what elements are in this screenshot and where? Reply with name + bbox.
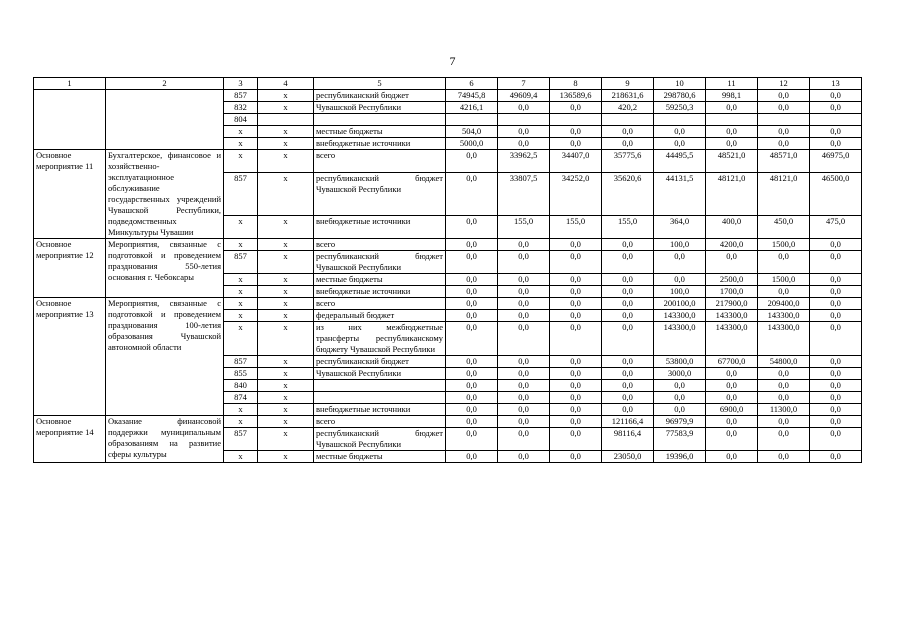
budget-code: 857 bbox=[224, 90, 258, 102]
amount-cell: 0,0 bbox=[810, 380, 862, 392]
amount-cell: 0,0 bbox=[810, 310, 862, 322]
amount-cell: 0,0 bbox=[446, 428, 498, 451]
amount-cell: 0,0 bbox=[446, 392, 498, 404]
budget-table bbox=[33, 77, 862, 463]
budget-code: x bbox=[224, 126, 258, 138]
amount-cell: 0,0 bbox=[550, 310, 602, 322]
budget-code: x bbox=[224, 216, 258, 239]
amount-cell bbox=[498, 114, 550, 126]
budget-code: 855 bbox=[224, 368, 258, 380]
amount-cell: 0,0 bbox=[758, 368, 810, 380]
budget-code: x bbox=[224, 310, 258, 322]
amount-cell: 0,0 bbox=[758, 251, 810, 274]
amount-cell: 298780,6 bbox=[654, 90, 706, 102]
code-x: x bbox=[258, 150, 314, 173]
amount-cell: 0,0 bbox=[706, 126, 758, 138]
amount-cell: 0,0 bbox=[498, 404, 550, 416]
measure-name: Основное мероприятие 14 bbox=[34, 416, 106, 463]
amount-cell: 0,0 bbox=[498, 102, 550, 114]
amount-cell: 0,0 bbox=[446, 172, 498, 216]
amount-cell: 74945,8 bbox=[446, 90, 498, 102]
amount-cell: 11300,0 bbox=[758, 404, 810, 416]
amount-cell: 0,0 bbox=[758, 286, 810, 298]
amount-cell: 0,0 bbox=[758, 90, 810, 102]
code-x: x bbox=[258, 90, 314, 102]
amount-cell: 33807,5 bbox=[498, 172, 550, 216]
funding-source: внебюджетные источники bbox=[314, 286, 446, 298]
measure-name: Основное мероприятие 11 bbox=[34, 150, 106, 239]
budget-code: 832 bbox=[224, 102, 258, 114]
amount-cell: 0,0 bbox=[550, 322, 602, 356]
amount-cell: 0,0 bbox=[498, 310, 550, 322]
amount-cell: 155,0 bbox=[550, 216, 602, 239]
funding-source: всего bbox=[314, 150, 446, 173]
amount-cell: 33962,5 bbox=[498, 150, 550, 173]
funding-source: внебюджетные источники bbox=[314, 216, 446, 239]
amount-cell: 0,0 bbox=[810, 274, 862, 286]
amount-cell: 48571,0 bbox=[758, 150, 810, 173]
funding-source bbox=[314, 380, 446, 392]
amount-cell: 48121,0 bbox=[758, 172, 810, 216]
amount-cell: 218631,6 bbox=[602, 90, 654, 102]
amount-cell: 0,0 bbox=[550, 404, 602, 416]
amount-cell: 0,0 bbox=[654, 251, 706, 274]
amount-cell: 46975,0 bbox=[810, 150, 862, 173]
column-header: 5 bbox=[314, 78, 446, 90]
amount-cell: 0,0 bbox=[602, 356, 654, 368]
amount-cell: 0,0 bbox=[758, 138, 810, 150]
funding-source bbox=[314, 114, 446, 126]
amount-cell: 0,0 bbox=[446, 274, 498, 286]
amount-cell: 0,0 bbox=[810, 392, 862, 404]
code-x: x bbox=[258, 251, 314, 274]
amount-cell: 0,0 bbox=[602, 126, 654, 138]
amount-cell: 0,0 bbox=[498, 380, 550, 392]
amount-cell: 364,0 bbox=[654, 216, 706, 239]
amount-cell: 504,0 bbox=[446, 126, 498, 138]
amount-cell: 0,0 bbox=[706, 368, 758, 380]
amount-cell: 0,0 bbox=[810, 356, 862, 368]
budget-code: 874 bbox=[224, 392, 258, 404]
amount-cell: 49609,4 bbox=[498, 90, 550, 102]
column-header: 2 bbox=[106, 78, 224, 90]
code-x: x bbox=[258, 239, 314, 251]
amount-cell: 0,0 bbox=[602, 380, 654, 392]
amount-cell: 0,0 bbox=[446, 380, 498, 392]
amount-cell: 0,0 bbox=[498, 251, 550, 274]
amount-cell: 44131,5 bbox=[654, 172, 706, 216]
amount-cell: 0,0 bbox=[706, 102, 758, 114]
amount-cell: 0,0 bbox=[810, 126, 862, 138]
code-x: x bbox=[258, 310, 314, 322]
amount-cell: 0,0 bbox=[550, 251, 602, 274]
code-x: x bbox=[258, 172, 314, 216]
code-x: x bbox=[258, 368, 314, 380]
funding-source: республиканский бюджет Чувашской Республики bbox=[314, 251, 446, 274]
amount-cell: 0,0 bbox=[446, 216, 498, 239]
amount-cell: 0,0 bbox=[550, 368, 602, 380]
amount-cell: 44495,5 bbox=[654, 150, 706, 173]
funding-source: Чувашской Республики bbox=[314, 368, 446, 380]
budget-code: x bbox=[224, 451, 258, 463]
budget-code: x bbox=[224, 416, 258, 428]
code-x: x bbox=[258, 298, 314, 310]
budget-code: 857 bbox=[224, 356, 258, 368]
amount-cell: 0,0 bbox=[498, 368, 550, 380]
amount-cell: 0,0 bbox=[810, 404, 862, 416]
amount-cell: 0,0 bbox=[602, 274, 654, 286]
amount-cell bbox=[446, 114, 498, 126]
table-header-row bbox=[34, 78, 862, 90]
amount-cell: 0,0 bbox=[810, 239, 862, 251]
amount-cell: 143300,0 bbox=[758, 322, 810, 356]
budget-code: 857 bbox=[224, 428, 258, 451]
amount-cell: 209400,0 bbox=[758, 298, 810, 310]
amount-cell: 143300,0 bbox=[758, 310, 810, 322]
amount-cell: 0,0 bbox=[602, 298, 654, 310]
amount-cell: 67700,0 bbox=[706, 356, 758, 368]
code-x: x bbox=[258, 428, 314, 451]
funding-source: местные бюджеты bbox=[314, 126, 446, 138]
amount-cell: 0,0 bbox=[498, 392, 550, 404]
amount-cell: 0,0 bbox=[550, 380, 602, 392]
amount-cell: 0,0 bbox=[654, 392, 706, 404]
amount-cell: 0,0 bbox=[602, 310, 654, 322]
amount-cell: 0,0 bbox=[706, 380, 758, 392]
amount-cell: 0,0 bbox=[758, 380, 810, 392]
code-x: x bbox=[258, 392, 314, 404]
amount-cell: 143300,0 bbox=[706, 310, 758, 322]
funding-source: внебюджетные источники bbox=[314, 404, 446, 416]
amount-cell: 0,0 bbox=[446, 322, 498, 356]
column-header: 13 bbox=[810, 78, 862, 90]
amount-cell: 0,0 bbox=[602, 251, 654, 274]
measure-description: Оказание финансовой поддержки муниципальным образованиям на развитие сферы культуры bbox=[106, 416, 224, 463]
measure-name: Основное мероприятие 12 bbox=[34, 239, 106, 298]
amount-cell bbox=[602, 114, 654, 126]
amount-cell: 143300,0 bbox=[706, 322, 758, 356]
measure-name bbox=[34, 90, 106, 150]
amount-cell: 0,0 bbox=[498, 286, 550, 298]
amount-cell: 0,0 bbox=[498, 451, 550, 463]
funding-source: из них межбюджетные трансферты республиканскому бюджету Чувашской Республики bbox=[314, 322, 446, 356]
amount-cell: 0,0 bbox=[706, 416, 758, 428]
funding-source: местные бюджеты bbox=[314, 451, 446, 463]
amount-cell: 0,0 bbox=[602, 138, 654, 150]
amount-cell: 100,0 bbox=[654, 239, 706, 251]
amount-cell bbox=[810, 114, 862, 126]
measure-description: Мероприятия, связанные с подготовкой и проведением празднования 100-летия образования Чувашской автономной области bbox=[106, 298, 224, 416]
budget-code: 840 bbox=[224, 380, 258, 392]
amount-cell: 0,0 bbox=[706, 251, 758, 274]
amount-cell: 0,0 bbox=[446, 298, 498, 310]
amount-cell: 0,0 bbox=[550, 274, 602, 286]
budget-code: x bbox=[224, 404, 258, 416]
funding-source: всего bbox=[314, 298, 446, 310]
budget-code: 804 bbox=[224, 114, 258, 126]
amount-cell: 0,0 bbox=[810, 451, 862, 463]
amount-cell: 0,0 bbox=[602, 239, 654, 251]
amount-cell: 0,0 bbox=[446, 404, 498, 416]
measure-description: Бухгалтерское, финансовое и хозяйственно-эксплуатационное обслуживание государственных учреждений Чувашской Республики, подведомственных Минкультуры Чувашии bbox=[106, 150, 224, 239]
amount-cell: 0,0 bbox=[446, 310, 498, 322]
amount-cell: 0,0 bbox=[654, 126, 706, 138]
code-x: x bbox=[258, 126, 314, 138]
amount-cell: 0,0 bbox=[758, 428, 810, 451]
amount-cell: 4200,0 bbox=[706, 239, 758, 251]
amount-cell: 0,0 bbox=[810, 322, 862, 356]
amount-cell: 0,0 bbox=[498, 356, 550, 368]
amount-cell: 34252,0 bbox=[550, 172, 602, 216]
amount-cell: 48121,0 bbox=[706, 172, 758, 216]
column-header: 11 bbox=[706, 78, 758, 90]
code-x: x bbox=[258, 380, 314, 392]
budget-code: x bbox=[224, 138, 258, 150]
code-x: x bbox=[258, 416, 314, 428]
budget-code: x bbox=[224, 150, 258, 173]
measure-description bbox=[106, 90, 224, 150]
budget-code: x bbox=[224, 322, 258, 356]
funding-source: республиканский бюджет Чувашской Республики bbox=[314, 428, 446, 451]
amount-cell: 3000,0 bbox=[654, 368, 706, 380]
amount-cell: 4216,1 bbox=[446, 102, 498, 114]
code-x bbox=[258, 114, 314, 126]
amount-cell: 1500,0 bbox=[758, 274, 810, 286]
amount-cell bbox=[758, 114, 810, 126]
code-x: x bbox=[258, 322, 314, 356]
amount-cell: 0,0 bbox=[654, 138, 706, 150]
amount-cell: 6900,0 bbox=[706, 404, 758, 416]
amount-cell: 1700,0 bbox=[706, 286, 758, 298]
amount-cell: 0,0 bbox=[602, 368, 654, 380]
funding-source: республиканский бюджет Чувашской Республики bbox=[314, 172, 446, 216]
budget-code: x bbox=[224, 239, 258, 251]
amount-cell: 0,0 bbox=[706, 428, 758, 451]
amount-cell: 0,0 bbox=[810, 368, 862, 380]
budget-code: 857 bbox=[224, 172, 258, 216]
amount-cell: 0,0 bbox=[550, 126, 602, 138]
amount-cell: 0,0 bbox=[810, 428, 862, 451]
amount-cell: 217900,0 bbox=[706, 298, 758, 310]
amount-cell: 0,0 bbox=[758, 102, 810, 114]
budget-code: x bbox=[224, 286, 258, 298]
amount-cell: 0,0 bbox=[550, 392, 602, 404]
amount-cell: 34407,0 bbox=[550, 150, 602, 173]
amount-cell: 77583,9 bbox=[654, 428, 706, 451]
amount-cell: 143300,0 bbox=[654, 310, 706, 322]
funding-source: местные бюджеты bbox=[314, 274, 446, 286]
code-x: x bbox=[258, 138, 314, 150]
amount-cell: 0,0 bbox=[446, 251, 498, 274]
table-row bbox=[34, 150, 862, 173]
table-row bbox=[34, 90, 862, 102]
amount-cell: 0,0 bbox=[602, 404, 654, 416]
amount-cell: 0,0 bbox=[550, 451, 602, 463]
column-header: 12 bbox=[758, 78, 810, 90]
amount-cell: 0,0 bbox=[758, 451, 810, 463]
code-x: x bbox=[258, 216, 314, 239]
amount-cell: 0,0 bbox=[550, 416, 602, 428]
amount-cell: 0,0 bbox=[810, 298, 862, 310]
measure-description: Мероприятия, связанные с подготовкой и проведением празднования 550-летия основания г. Чебоксары bbox=[106, 239, 224, 298]
amount-cell: 400,0 bbox=[706, 216, 758, 239]
amount-cell: 200100,0 bbox=[654, 298, 706, 310]
table-row bbox=[34, 298, 862, 310]
budget-code: x bbox=[224, 298, 258, 310]
amount-cell: 0,0 bbox=[550, 239, 602, 251]
column-header: 1 bbox=[34, 78, 106, 90]
amount-cell: 0,0 bbox=[550, 298, 602, 310]
column-header: 3 bbox=[224, 78, 258, 90]
amount-cell bbox=[706, 114, 758, 126]
amount-cell: 0,0 bbox=[550, 102, 602, 114]
amount-cell: 2500,0 bbox=[706, 274, 758, 286]
amount-cell: 23050,0 bbox=[602, 451, 654, 463]
amount-cell: 0,0 bbox=[758, 392, 810, 404]
amount-cell: 35620,6 bbox=[602, 172, 654, 216]
column-header: 9 bbox=[602, 78, 654, 90]
funding-source: Чувашской Республики bbox=[314, 102, 446, 114]
amount-cell: 0,0 bbox=[498, 138, 550, 150]
column-header: 4 bbox=[258, 78, 314, 90]
budget-code: x bbox=[224, 274, 258, 286]
amount-cell: 48521,0 bbox=[706, 150, 758, 173]
amount-cell: 59250,3 bbox=[654, 102, 706, 114]
amount-cell: 450,0 bbox=[758, 216, 810, 239]
code-x: x bbox=[258, 102, 314, 114]
amount-cell: 0,0 bbox=[758, 416, 810, 428]
code-x: x bbox=[258, 286, 314, 298]
amount-cell: 0,0 bbox=[758, 126, 810, 138]
amount-cell: 1500,0 bbox=[758, 239, 810, 251]
amount-cell: 143300,0 bbox=[654, 322, 706, 356]
amount-cell: 0,0 bbox=[654, 404, 706, 416]
amount-cell: 0,0 bbox=[550, 286, 602, 298]
budget-code: 857 bbox=[224, 251, 258, 274]
funding-source: внебюджетные источники bbox=[314, 138, 446, 150]
code-x: x bbox=[258, 356, 314, 368]
amount-cell: 136589,6 bbox=[550, 90, 602, 102]
amount-cell: 0,0 bbox=[706, 138, 758, 150]
amount-cell: 53800,0 bbox=[654, 356, 706, 368]
amount-cell: 0,0 bbox=[446, 368, 498, 380]
amount-cell: 0,0 bbox=[446, 150, 498, 173]
funding-source bbox=[314, 392, 446, 404]
table-row bbox=[34, 239, 862, 251]
column-header: 8 bbox=[550, 78, 602, 90]
amount-cell: 96979,9 bbox=[654, 416, 706, 428]
amount-cell: 0,0 bbox=[810, 416, 862, 428]
code-x: x bbox=[258, 451, 314, 463]
page-number: 7 bbox=[449, 54, 456, 68]
funding-source: всего bbox=[314, 416, 446, 428]
amount-cell: 0,0 bbox=[810, 102, 862, 114]
amount-cell: 0,0 bbox=[654, 274, 706, 286]
amount-cell bbox=[654, 114, 706, 126]
amount-cell: 0,0 bbox=[446, 239, 498, 251]
amount-cell: 0,0 bbox=[498, 239, 550, 251]
amount-cell: 0,0 bbox=[550, 138, 602, 150]
amount-cell: 5000,0 bbox=[446, 138, 498, 150]
amount-cell bbox=[550, 114, 602, 126]
amount-cell: 0,0 bbox=[498, 298, 550, 310]
code-x: x bbox=[258, 404, 314, 416]
amount-cell: 54800,0 bbox=[758, 356, 810, 368]
amount-cell: 0,0 bbox=[810, 138, 862, 150]
amount-cell: 0,0 bbox=[498, 322, 550, 356]
funding-source: республиканский бюджет bbox=[314, 356, 446, 368]
amount-cell: 0,0 bbox=[810, 286, 862, 298]
column-header: 10 bbox=[654, 78, 706, 90]
amount-cell: 0,0 bbox=[602, 286, 654, 298]
amount-cell: 0,0 bbox=[706, 392, 758, 404]
amount-cell: 155,0 bbox=[602, 216, 654, 239]
amount-cell: 0,0 bbox=[810, 251, 862, 274]
amount-cell: 155,0 bbox=[498, 216, 550, 239]
amount-cell: 0,0 bbox=[602, 322, 654, 356]
amount-cell: 121166,4 bbox=[602, 416, 654, 428]
funding-source: всего bbox=[314, 239, 446, 251]
amount-cell: 0,0 bbox=[498, 274, 550, 286]
amount-cell: 0,0 bbox=[550, 356, 602, 368]
amount-cell: 19396,0 bbox=[654, 451, 706, 463]
amount-cell: 0,0 bbox=[446, 356, 498, 368]
amount-cell: 0,0 bbox=[654, 380, 706, 392]
amount-cell: 0,0 bbox=[446, 286, 498, 298]
amount-cell: 98116,4 bbox=[602, 428, 654, 451]
amount-cell: 0,0 bbox=[498, 126, 550, 138]
column-header: 6 bbox=[446, 78, 498, 90]
amount-cell: 0,0 bbox=[446, 451, 498, 463]
amount-cell: 0,0 bbox=[706, 451, 758, 463]
amount-cell: 998,1 bbox=[706, 90, 758, 102]
amount-cell: 0,0 bbox=[498, 416, 550, 428]
amount-cell: 420,2 bbox=[602, 102, 654, 114]
measure-name: Основное мероприятие 13 bbox=[34, 298, 106, 416]
amount-cell: 0,0 bbox=[550, 428, 602, 451]
amount-cell: 35775,6 bbox=[602, 150, 654, 173]
amount-cell: 475,0 bbox=[810, 216, 862, 239]
table-row bbox=[34, 416, 862, 428]
funding-source: федеральный бюджет bbox=[314, 310, 446, 322]
column-header: 7 bbox=[498, 78, 550, 90]
amount-cell: 0,0 bbox=[810, 90, 862, 102]
code-x: x bbox=[258, 274, 314, 286]
amount-cell: 46500,0 bbox=[810, 172, 862, 216]
amount-cell: 100,0 bbox=[654, 286, 706, 298]
amount-cell: 0,0 bbox=[498, 428, 550, 451]
amount-cell: 0,0 bbox=[446, 416, 498, 428]
amount-cell: 0,0 bbox=[602, 392, 654, 404]
funding-source: республиканский бюджет bbox=[314, 90, 446, 102]
